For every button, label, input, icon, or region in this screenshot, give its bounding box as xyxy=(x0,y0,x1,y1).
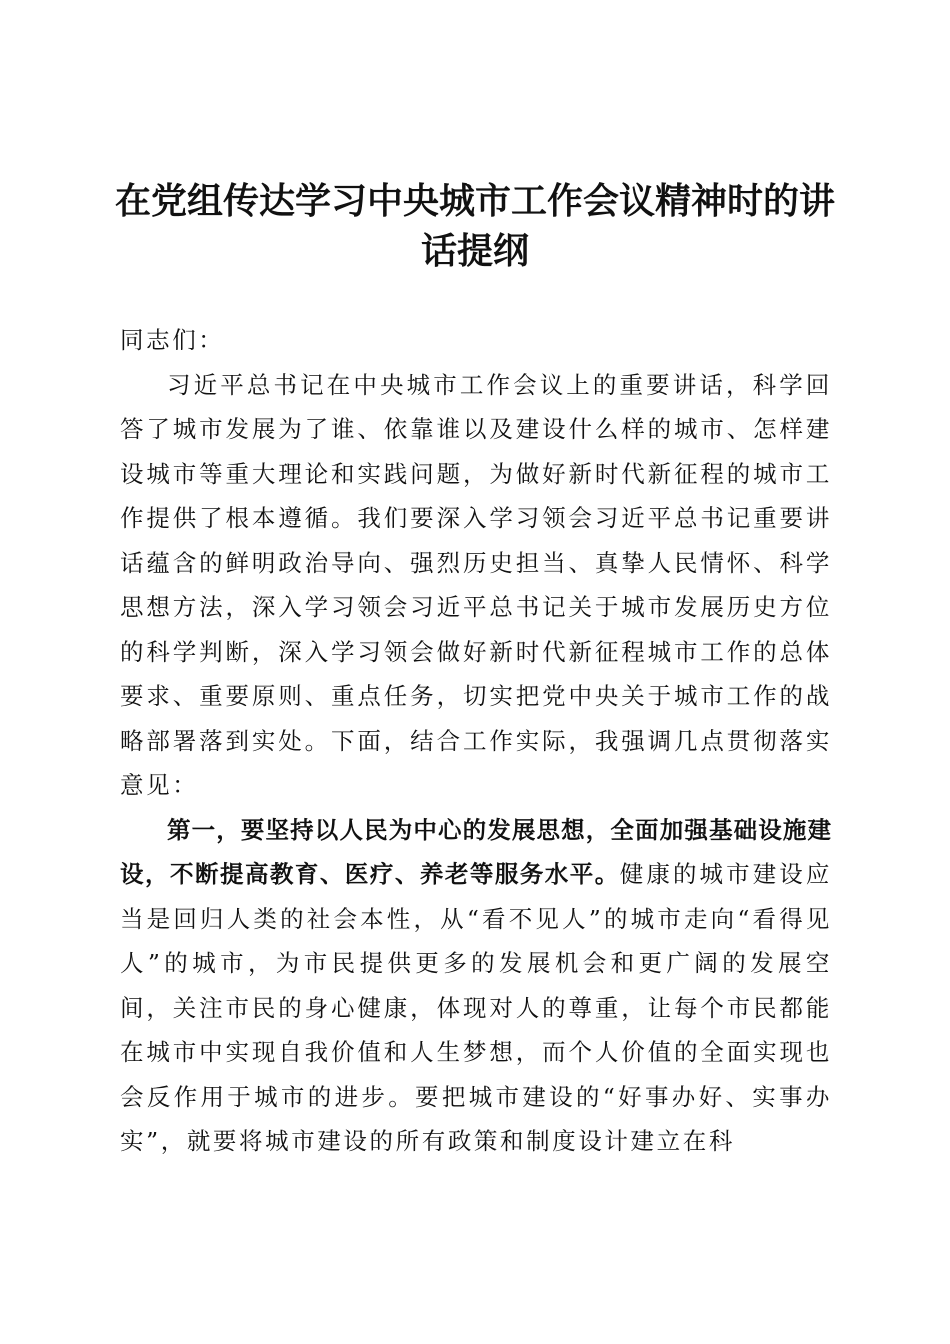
document-body xyxy=(120,318,832,1164)
point-1-heading: 第一，要坚持以人民为中心的发展思想，全面加强基础设施建设，不断提高教育、医疗、养老等服务水平。 xyxy=(120,815,832,888)
document-title: 在党组传达学习中央城市工作会议精神时的讲话提纲 xyxy=(114,180,835,272)
salutation: 同志们： xyxy=(120,326,225,354)
point-1-paragraph xyxy=(120,808,832,1164)
point-1-body: 健康的城市建设应当是回归人类的社会本性，从“看不见人”的城市走向“看得见人”的城市，为市民提供更多的发展机会和更广阔的发展空间，关注市民的身心健康，体现对人的尊重，让每个市民都能在城市中实现自我价值和人生梦想，而个人价值的全面实现也会反作用于城市的进步。要把城市建设的“好事办好、实事办实”，就要将城市建设的所有政策和制度设计建立在科 xyxy=(120,860,833,1155)
intro-paragraph: 习近平总书记在中央城市工作会议上的重要讲话，科学回答了城市发展为了谁、依靠谁以及建设什么样的城市、怎样建设城市等重大理论和实践问题，为做好新时代新征程的城市工作提供了根本遵循。我们要深入学习领会习近平总书记重要讲话蕴含的鲜明政治导向、强烈历史担当、真挚人民情怀、科学思想方法，深入学习领会习近平总书记关于城市发展历史方位的科学判断，深入学习领会做好新时代新征程城市工作的总体要求、重要原则、重点任务，切实把党中央关于城市工作的战略部署落到实处。下面，结合工作实际，我强调几点贯彻落实意见： xyxy=(120,370,832,799)
